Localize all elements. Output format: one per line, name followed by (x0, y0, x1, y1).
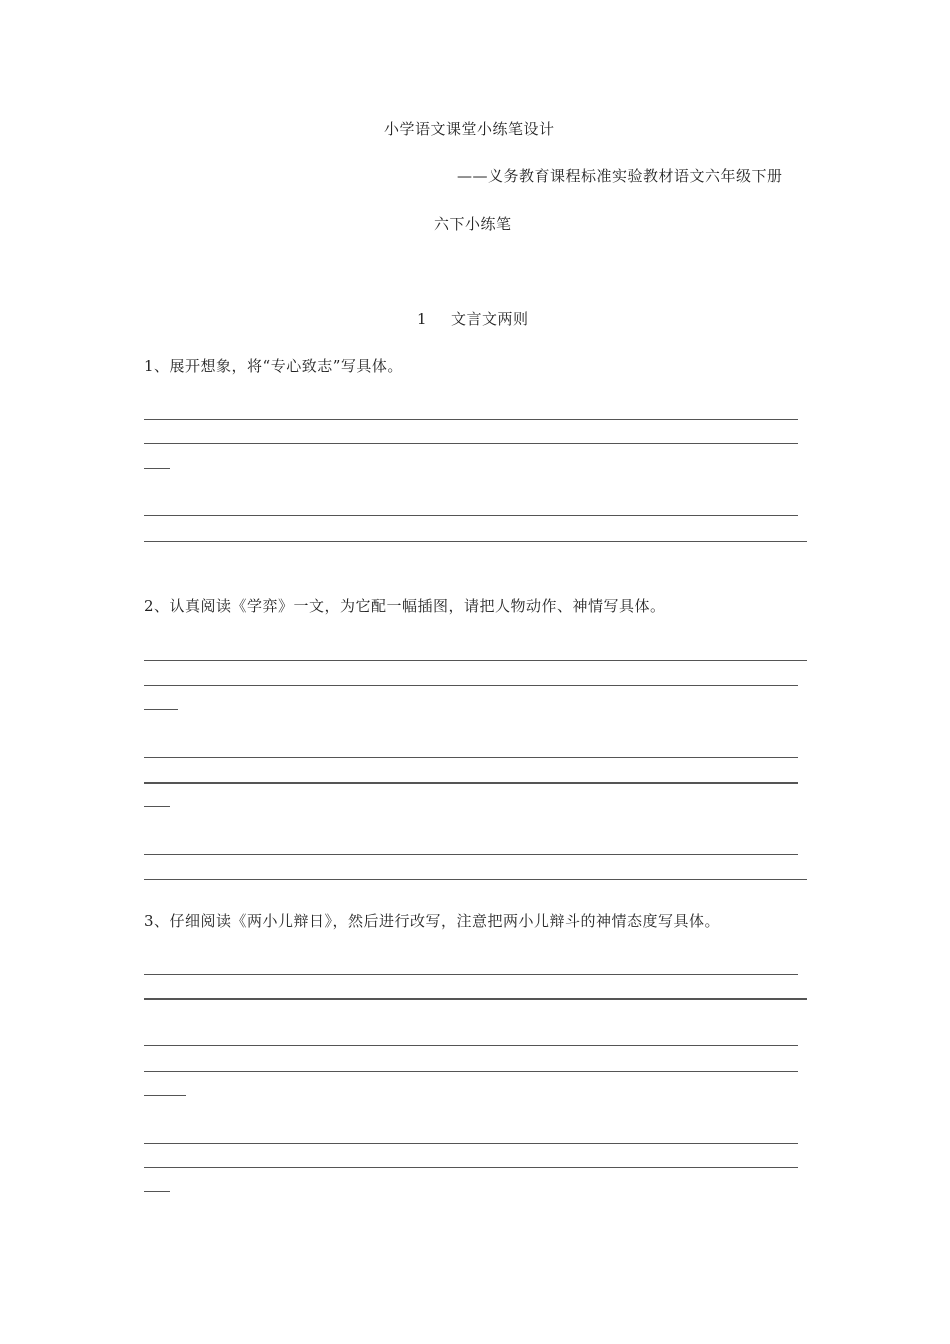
answer-line[interactable] (144, 757, 798, 758)
answer-line[interactable] (144, 1071, 798, 1072)
answer-line[interactable] (144, 1167, 798, 1168)
lesson-number: 1 (417, 310, 427, 328)
answer-line-stub[interactable] (144, 1095, 186, 1096)
document-title: 小学语文课堂小练笔设计 (384, 120, 555, 138)
answer-line-stub[interactable] (144, 468, 170, 469)
answer-line-stub[interactable] (144, 806, 170, 807)
question-2: 2、认真阅读《学弈》一文，为它配一幅插图，请把人物动作、神情写具体。 (144, 597, 666, 615)
answer-line[interactable] (144, 419, 798, 420)
answer-line[interactable] (144, 998, 807, 1000)
answer-line[interactable] (144, 782, 798, 784)
answer-line[interactable] (144, 515, 798, 516)
answer-line[interactable] (144, 1143, 798, 1144)
answer-line[interactable] (144, 974, 798, 975)
answer-line[interactable] (144, 685, 798, 686)
answer-line[interactable] (144, 1045, 798, 1046)
answer-line[interactable] (144, 879, 807, 880)
answer-line[interactable] (144, 541, 807, 542)
question-3: 3、仔细阅读《两小儿辩日》，然后进行改写，注意把两小儿辩斗的神情态度写具体。 (144, 912, 721, 930)
section-heading: 六下小练笔 (434, 215, 512, 233)
question-1: 1、展开想象，将“专心致志”写具体。 (144, 357, 403, 375)
lesson-title: 文言文两则 (451, 310, 529, 328)
answer-line-stub[interactable] (144, 1191, 170, 1192)
answer-line[interactable] (144, 854, 798, 855)
answer-line[interactable] (144, 660, 807, 661)
answer-line[interactable] (144, 443, 798, 444)
answer-line-stub[interactable] (144, 709, 178, 710)
document-subtitle: ——义务教育课程标准实验教材语文六年级下册 (457, 167, 783, 185)
